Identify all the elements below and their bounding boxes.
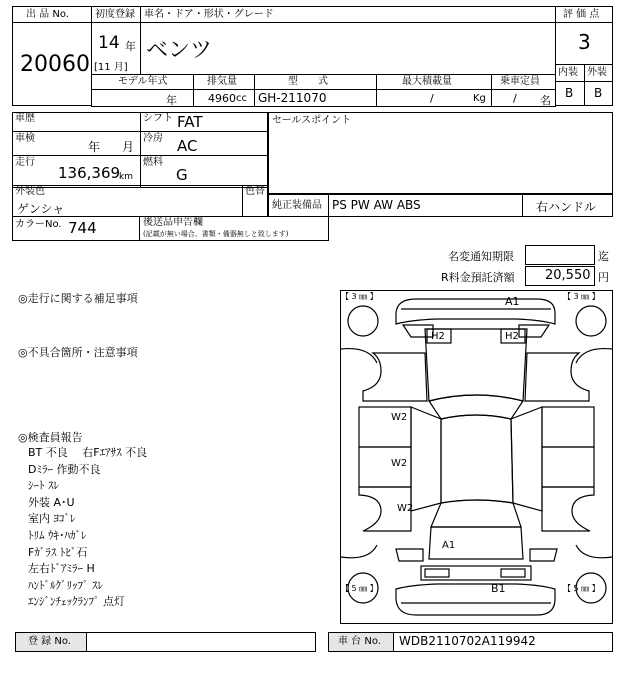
- year-unit: 年: [125, 40, 136, 53]
- first-registration-month: [11 月]: [94, 62, 128, 73]
- displacement-label: 排気量: [207, 76, 237, 87]
- inspector-report-line: ｴﾝｼﾞﾝﾁｪｯｸﾗﾝﾌﾟ 点灯: [28, 595, 125, 609]
- sales-point-label: セールスポイント: [272, 115, 352, 126]
- inspector-report-line: BT 不良 右Fｴｱｻｽ 不良: [28, 446, 148, 459]
- recycle-label: R料金預託済額: [441, 271, 515, 284]
- model-type: GH-211070: [258, 91, 327, 105]
- equipment-value: PS PW AW ABS: [332, 198, 421, 212]
- equipment-label: 純正装備品: [272, 200, 322, 211]
- inspection-month: 月: [122, 140, 135, 154]
- front-fender-right: [525, 353, 589, 401]
- capacity-label: 乗車定員: [500, 76, 540, 87]
- hood-damage-right: H2: [505, 331, 519, 342]
- exterior-label: 外装: [587, 67, 607, 78]
- load-slash: /: [430, 92, 434, 105]
- registration-number-field: [86, 632, 316, 652]
- name-change-unit: 迄: [598, 250, 609, 263]
- color-number: 744: [68, 219, 97, 237]
- door-rear-left-damage: W2: [391, 458, 408, 469]
- chassis-number: WDB2110702A119942: [399, 634, 536, 648]
- door-front-left-damage: W2: [391, 412, 408, 423]
- inspector-report-line: Fｶﾞﾗｽ ﾄﾋﾞ石: [28, 545, 88, 559]
- inspector-report-line: ﾊﾝﾄﾞﾙｸﾞﾘｯﾌﾟ ｽﾚ: [28, 578, 103, 592]
- model-year-label: モデル年式: [118, 76, 168, 87]
- shift-value: FAT: [177, 113, 203, 131]
- steering-value: 右ハンドル: [536, 200, 597, 214]
- rear-license-plate: [421, 566, 531, 580]
- rear-bumper: [396, 584, 555, 615]
- capacity-slash: /: [513, 92, 517, 105]
- exterior-color: ゲンシャ: [17, 202, 65, 216]
- color-change-label: 色替: [245, 186, 265, 197]
- front-bumper-damage: A1: [505, 295, 520, 308]
- inspection-year: 年: [88, 140, 101, 154]
- headlight-right: [519, 325, 549, 337]
- rating-label: 評 価 点: [563, 9, 600, 20]
- inspector-report-line: 外装 A･U: [28, 495, 75, 509]
- model-year-unit: 年: [166, 94, 177, 107]
- defects-label: ◎不具合箇所・注意事項: [18, 346, 138, 359]
- door-rear-right: [542, 447, 594, 487]
- inspection-label: 車検: [15, 133, 35, 144]
- mileage-label: 走行: [15, 157, 35, 168]
- shift-label: シフト: [143, 113, 173, 124]
- history-label: 車歴: [15, 113, 35, 124]
- mileage-value: 136,369: [58, 164, 121, 182]
- door-front-right: [542, 407, 594, 447]
- trunk-damage: A1: [442, 540, 456, 551]
- roof: [441, 415, 513, 503]
- inspector-report-line: 左右ﾄﾞｱﾐﾗｰ H: [28, 562, 95, 576]
- first-registration-label: 初度登録: [95, 9, 135, 20]
- pillar-right: [511, 407, 542, 511]
- exterior-grade: B: [594, 86, 603, 100]
- recycle-unit: 円: [598, 271, 609, 284]
- color-number-label: カラーNo.: [15, 219, 62, 230]
- car-name: ベンツ: [146, 38, 213, 63]
- interior-grade: B: [565, 86, 574, 100]
- exterior-color-label: 外装色: [15, 186, 45, 197]
- rear-window: [431, 500, 521, 527]
- type-label: 型 式: [288, 76, 328, 87]
- damage-diagram: [340, 290, 613, 624]
- mileage-unit: km: [119, 172, 133, 182]
- driving-notes-label: ◎走行に関する補足事項: [18, 292, 138, 305]
- pillar-left: [411, 407, 441, 511]
- inspector-report-line: Dﾐﾗｰ 作動不良: [28, 462, 101, 476]
- rating-value: 3: [578, 30, 591, 54]
- chassis-number-label: 車 台 No.: [338, 636, 381, 647]
- lot-number: 20060: [20, 52, 90, 77]
- recycle-value: 20,550: [545, 268, 591, 283]
- headlight-left: [403, 325, 433, 337]
- aircon-value: AC: [177, 137, 198, 155]
- hood-damage-left: H2: [431, 331, 445, 342]
- aircon-label: 冷房: [143, 133, 163, 144]
- registration-number-label: 登 録 No.: [28, 636, 71, 647]
- inspector-report-line: ｼｰﾄ ｽﾚ: [28, 479, 59, 493]
- tire-front-right: [576, 306, 606, 336]
- name-change-field: [525, 245, 595, 265]
- fuel-label: 燃料: [143, 157, 163, 168]
- fuel-value: G: [176, 166, 188, 184]
- max-load-label: 最大積載量: [402, 76, 452, 87]
- rear-quarter-right: [542, 487, 594, 531]
- tire-front-left: [348, 306, 378, 336]
- car-name-label: 車名・ドア・形状・グレード: [144, 9, 274, 20]
- cc-unit: cc: [236, 93, 247, 104]
- tire-tread-rear-left: 【 5 ㎜ 】: [341, 584, 378, 593]
- tire-tread-front-left: 【 3 ㎜ 】: [341, 292, 378, 301]
- front-bumper: [396, 299, 555, 324]
- capacity-unit: 名: [540, 94, 551, 107]
- front-fender-left: [363, 353, 427, 401]
- inspector-report-line: ﾄﾘﾑ ｳｷ･ﾊｶﾞﾚ: [28, 529, 87, 542]
- name-change-label: 名変通知期限: [448, 250, 514, 263]
- rear-bumper-damage: B1: [491, 582, 506, 595]
- aftermarket-label: 後送品申告欄: [143, 217, 203, 228]
- interior-label: 内装: [558, 67, 578, 78]
- aftermarket-note: (記載が無い場合、書類・備器無しと致します): [143, 230, 289, 238]
- lot-number-label: 出 品 No.: [26, 9, 69, 20]
- inspector-report-line: 室内 ﾖｺﾞﾚ: [28, 512, 76, 526]
- inspector-report-label: ◎検査員報告: [18, 431, 83, 444]
- first-registration-year: 14: [98, 33, 120, 53]
- kg-unit: Kg: [473, 93, 486, 104]
- car-diagram: [341, 291, 612, 623]
- displacement: 4960: [208, 92, 236, 105]
- rear-quarter-left-damage: W2: [397, 503, 414, 514]
- tire-tread-front-right: 【 3 ㎜ 】: [563, 292, 600, 301]
- tire-tread-rear-right: 【 5 ㎜ 】: [563, 584, 600, 593]
